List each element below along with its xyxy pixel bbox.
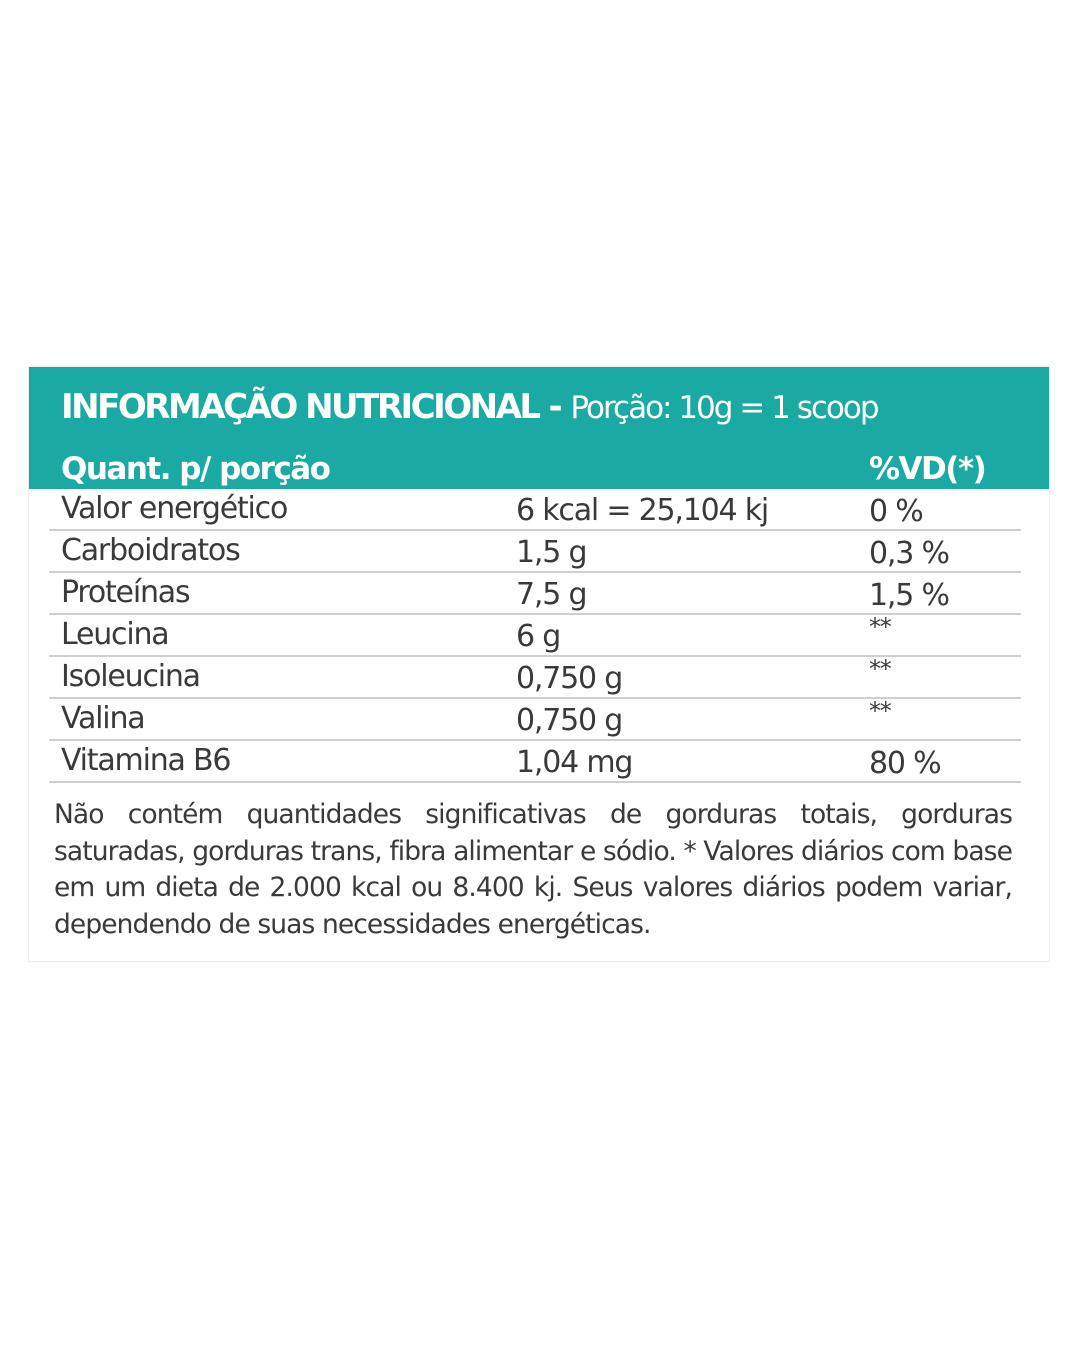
nutrient-amount: 6 kcal = 25,104 kj bbox=[516, 493, 769, 528]
label-footnote: Não contém quantidades significativas de gorduras totais, gorduras saturadas, gorduras trans, fibra alimentar e sódio. * Valores diários com base em um dieta de 2.000 kcal ou 8.400 kj. Seus valores diários podem variar, dependendo de suas necessidades energéticas. bbox=[54, 799, 1012, 940]
nutrient-amount: 0,750 g bbox=[516, 661, 623, 696]
nutrient-name: Vitamina B6 bbox=[61, 743, 231, 778]
nutrient-amount: 0,750 g bbox=[516, 703, 623, 738]
nutrient-name: Valor energético bbox=[61, 491, 288, 526]
nutrient-amount: 1,5 g bbox=[516, 535, 587, 570]
nutrient-row-vitamin-b6 bbox=[49, 741, 1021, 783]
nutrient-amount: 6 g bbox=[516, 619, 561, 654]
nutrient-name: Carboidratos bbox=[61, 533, 240, 568]
nutrient-row-energy bbox=[49, 489, 1021, 531]
column-header-quantity: Quant. p/ porção bbox=[61, 451, 330, 487]
nutrient-daily-value: 0 % bbox=[869, 494, 923, 529]
nutrient-row-carbohydrates bbox=[49, 531, 1021, 573]
nutrient-name: Proteínas bbox=[61, 575, 190, 610]
nutrient-daily-value: 1,5 % bbox=[869, 578, 949, 613]
title-separator: - bbox=[538, 387, 571, 427]
nutrient-daily-value: ** bbox=[869, 655, 891, 683]
nutrition-facts-label bbox=[28, 366, 1050, 962]
nutrient-amount: 7,5 g bbox=[516, 577, 587, 612]
nutrient-amount: 1,04 mg bbox=[516, 745, 633, 780]
nutrient-daily-value: 80 % bbox=[869, 746, 941, 781]
nutrient-daily-value: ** bbox=[869, 613, 891, 641]
nutrient-daily-value: 0,3 % bbox=[869, 536, 949, 571]
label-title: INFORMAÇÃO NUTRICIONAL bbox=[61, 387, 539, 427]
nutrient-daily-value: ** bbox=[869, 697, 891, 725]
nutrient-name: Isoleucina bbox=[61, 659, 200, 694]
nutrient-row-valine bbox=[49, 699, 1021, 741]
nutrient-table bbox=[49, 489, 1021, 783]
label-header bbox=[29, 367, 1049, 489]
nutrient-name: Leucina bbox=[61, 617, 169, 652]
nutrient-name: Valina bbox=[61, 701, 145, 736]
label-title-line bbox=[61, 387, 878, 427]
column-header-daily-value: %VD(*) bbox=[869, 451, 986, 487]
serving-size: Porção: 10g = 1 scoop bbox=[570, 390, 878, 426]
